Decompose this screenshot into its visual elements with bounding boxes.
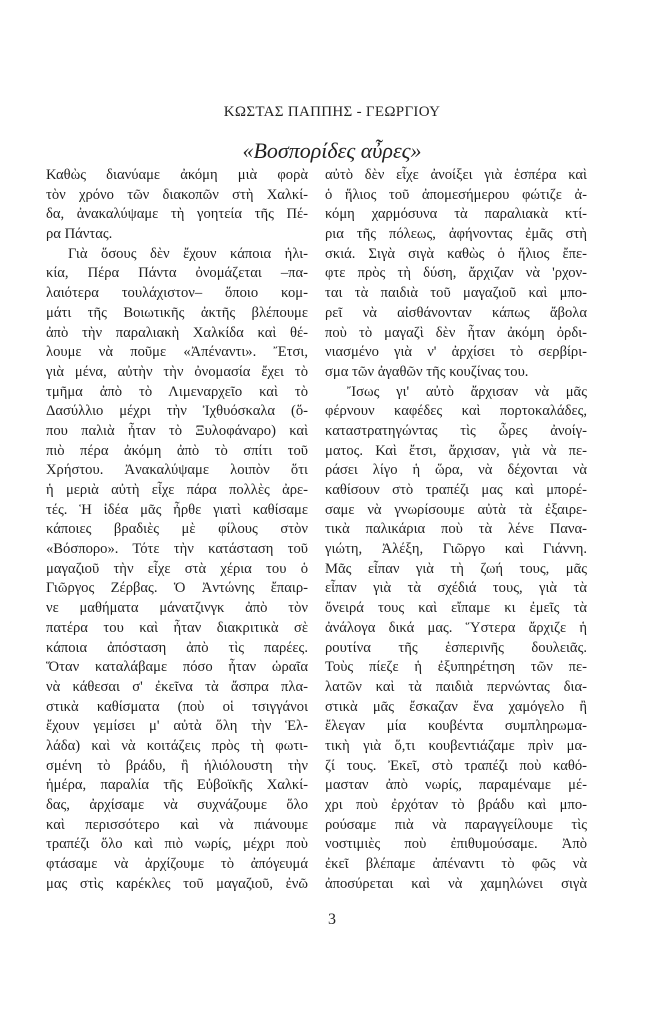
text-line: γιώτη, Ἀλέξη, Γιῶργο καὶ Γιάννη. — [325, 541, 587, 558]
text-line: δας, ἀρχίσαμε νὰ συχνάζουμε ὅλο — [46, 797, 308, 813]
text-line: ράσει λίγο ἡ ὥρα, νὰ δέχονται νὰ — [325, 462, 587, 479]
text-line: «Βόσπορο». Τότε τὴν κατάσταση τοῦ — [46, 541, 308, 558]
text-line: νοστιμιὲς ποὺ ἐπιθυμούσαμε. Ἀπὸ — [325, 836, 587, 853]
left-column — [46, 166, 308, 894]
text-line: αὐτὸ δὲν εἶχε ἀνοίξει γιὰ ἑσπέρα καὶ — [325, 167, 587, 183]
text-line: νὰ κάθεσαι σ' ἐκεῖνα τὰ ἄσπρα πλα- — [46, 678, 308, 695]
text-line: δα, ἀνακαλύψαμε τὴ γοητεία τῆς Πέ- — [46, 206, 308, 223]
text-line: τές. Ἡ ἰδέα μᾶς ἦρθε γιατὶ καθίσαμε — [46, 501, 308, 518]
text-line: ρια τῆς πόλεως, ἀφήνοντας ἐμᾶς στὴ — [325, 226, 587, 243]
text-line: ἡ μεριὰ αὐτὴ εἶχε πάρα πολλὲς ἀρε- — [46, 482, 308, 498]
text-line: Γιῶργος Ζέρβας. Ὁ Ἀντώνης ἔπαιρ- — [46, 580, 308, 597]
text-line: σμένη τὸ βράδυ, ἢ ἡλιόλουστη τὴν — [46, 757, 308, 774]
text-line: σκιά. Σιγὰ σιγὰ καθὼς ὁ ἥλιος ἔπε- — [325, 245, 587, 262]
text-line: Καθὼς διανύαμε ἀκόμη μιὰ φορὰ — [46, 167, 308, 183]
text-line: τὸν χρόνο τῶν διακοπῶν στὴ Χαλκί- — [46, 186, 308, 203]
text-line: ματος. Καὶ ἔτσι, ἄρχισαν, γιὰ νὰ πε- — [325, 442, 587, 459]
text-line: ρεῖ νὰ αἰσθάνονταν κάπως ἄβολα — [325, 304, 587, 321]
text-line: ρα Πάντας. — [46, 226, 113, 243]
paragraph-start-line: Ἴσως γι' αὐτὸ ἄρχισαν νὰ μᾶς — [347, 383, 587, 400]
text-line: μασταν ἀπὸ νωρίς, παραμέναμε μέ- — [325, 777, 587, 794]
text-line: νιασμένο γιὰ ν' ἀρχίσει τὸ σερβίρι- — [325, 344, 587, 361]
text-line: φτάσαμε νὰ ἀρχίζουμε τὸ ἀπόγευμά — [46, 856, 308, 873]
text-line: τραπέζι ὅλο καὶ πιὸ νωρίς, μέχρι ποὺ — [46, 836, 308, 853]
text-line: σαμε νὰ γνωρίσουμε αὐτὰ τὰ ἐξαιρε- — [325, 501, 587, 518]
text-line: ἔλεγαν μία κουβέντα συμπληρωμα- — [325, 718, 587, 735]
text-line: λουμε νὰ ποῦμε «Ἀπέναντι». Ἔτσι, — [46, 344, 308, 361]
text-line: τικὰ παλικάρια ποὺ τὰ λένε Πανα- — [325, 521, 587, 538]
text-line: μάτι τῆς Βοιωτικῆς ἀκτῆς βλέπουμε — [46, 304, 308, 321]
text-line: λάδα) καὶ νὰ κοιτάζεις πρὸς τὴ φωτι- — [46, 737, 308, 754]
text-line: ὄνειρά τους καὶ εἴπαμε κι ἐμεῖς τὰ — [325, 600, 587, 617]
text-line: κάποια ἀπόσταση ἀπὸ τὶς παρέες. — [46, 639, 308, 656]
page-number: 3 — [328, 911, 336, 928]
right-column — [325, 166, 587, 894]
text-line: ἀπὸ τὴν παραλιακὴ Χαλκίδα καὶ θέ- — [46, 324, 308, 341]
text-line: που παλιὰ ἦταν τὸ Ξυλοφάναρο) καὶ — [46, 422, 308, 439]
paragraph-start-line: Γιὰ ὅσους δὲν ἔχουν κάποια ἡλι- — [68, 245, 308, 262]
text-line: ρουτίνα τῆς ἑσπερινῆς δουλειᾶς. — [325, 639, 587, 656]
text-line: καταστρατηγώντας τὶς ὧρες ἀνοίγ- — [325, 422, 587, 439]
text-line: ται τὰ παιδιὰ τοῦ μαγαζιοῦ καὶ μπο- — [325, 285, 587, 302]
text-line: φέρνουν καφέδες καὶ πορτοκαλάδες, — [325, 403, 587, 420]
text-line: ὁ ἥλιος τοῦ ἀπομεσήμερου φώτιζε ἀ- — [325, 186, 587, 203]
text-line: μας στὶς καρέκλες τοῦ μαγαζιοῦ, ἐνῶ — [46, 875, 308, 892]
text-line: κάποιες βραδιὲς μὲ φίλους στὸν — [46, 521, 308, 538]
text-line: σμα τῶν ἀγαθῶν τῆς κουζίνας του. — [325, 363, 529, 380]
text-line: ἡμέρα, παραλία τῆς Εὐβοϊκῆς Χαλκί- — [46, 777, 308, 794]
text-line: τμῆμα ἀπὸ τὸ Λιμεναρχεῖο καὶ τὸ — [46, 383, 308, 400]
text-line: ἀποσύρεται καὶ νὰ χαμηλώνει σιγὰ — [325, 875, 587, 892]
text-line: Τοὺς πίεζε ἡ ἐξυπηρέτηση τῶν πε- — [325, 659, 587, 676]
text-line: ποὺ τὸ μαγαζὶ δὲν ἦταν ἀκόμη ὀρδι- — [325, 324, 587, 341]
author-heading: ΚΩΣΤΑΣ ΠΑΠΠΗΣ - ΓΕΩΡΓΙΟΥ — [223, 104, 441, 120]
text-line: μαγαζιοῦ τὴν εἶχε στὰ χέρια του ὁ — [46, 560, 308, 577]
text-line: καὶ περισσότερο καὶ νὰ πιάνουμε — [46, 816, 308, 833]
text-line: στικὰ μᾶς ἔσκαζαν ἕνα χαμόγελο ἢ — [325, 698, 587, 715]
text-line: Δασύλλιο μέχρι τὴν Ἰχθυόσκαλα (ὅ- — [46, 403, 308, 420]
text-line: γιὰ μένα, αὐτὴν τὴν ὀνομασία ἔχει τὸ — [46, 363, 308, 380]
text-line: ἔχουν γεμίσει μ' αὐτὰ ὅλη τὴν Ἑλ- — [46, 718, 308, 735]
text-line: Μᾶς εἶπαν γιὰ τὴ ζωή τους, μᾶς — [325, 560, 587, 577]
text-line: πιὸ πέρα ἀκόμη ἀπὸ τὸ σπίτι τοῦ — [46, 442, 308, 459]
story-title: «Βοσπορίδες αὖρες» — [242, 138, 422, 163]
text-line: Χρήστου. Ἀνακαλύψαμε λοιπὸν ὅτι — [46, 462, 308, 479]
text-line: τικὴ γιὰ ὅ,τι κουβεντιάζαμε πρὶν μα- — [325, 737, 587, 754]
text-line: λατῶν καὶ τὰ παιδιὰ περνώντας δια- — [325, 678, 587, 695]
text-line: χρι ποὺ ἐρχόταν τὸ βράδυ καὶ μπο- — [325, 797, 587, 813]
text-line: λαιότερα τουλάχιστον– ὅποιο κομ- — [46, 285, 308, 302]
text-line: φτε πρὸς τὴ δύση, ἄρχιζαν νὰ 'ρχον- — [325, 265, 587, 282]
text-line: ζί τους. Ἐκεῖ, στὸ τραπέζι ποὺ καθό- — [325, 757, 587, 774]
text-line: στικὰ καθίσματα (ποὺ οἱ τσιγγάνοι — [46, 698, 308, 715]
text-line: εἶπαν γιὰ τὰ σχέδιά τους, γιὰ τὰ — [325, 580, 587, 597]
text-line: κία, Πέρα Πάντα ὀνομάζεται –πα- — [46, 265, 308, 282]
text-line: πατέρα του καὶ ἦταν διακριτικὰ σὲ — [46, 619, 308, 636]
text-line: ἐκεῖ βλέπαμε ἀπέναντι τὸ φῶς νὰ — [325, 856, 587, 873]
text-line: ρούσαμε πιὰ νὰ παραγγείλουμε τὶς — [325, 816, 587, 833]
text-line: Ὅταν καταλάβαμε πόσο ἦταν ὡραῖα — [46, 659, 308, 676]
text-line: ἀνάλογα δικά μας. Ὕστερα ἄρχιζε ἡ — [325, 619, 587, 636]
text-line: καθίσουν στὸ τραπέζι μας καὶ μπορέ- — [325, 482, 587, 498]
text-line: κόμη χαρμόσυνα τὰ παραλιακὰ κτί- — [325, 206, 587, 223]
text-line: νε μαθήματα μάνατζινγκ ἀπὸ τὸν — [46, 600, 308, 617]
